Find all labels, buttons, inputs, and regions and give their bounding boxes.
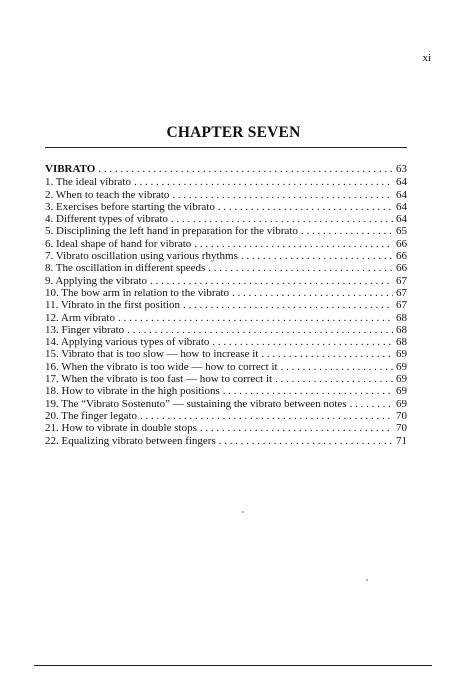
toc-leader-dots xyxy=(219,435,393,447)
toc-leader-dots xyxy=(172,189,393,201)
toc-entry-title: 2. When to teach the vibrato xyxy=(45,188,170,201)
toc-entry-title: 13. Finger vibrato xyxy=(45,323,125,336)
toc-leader-dots xyxy=(350,398,393,410)
toc-entry-title: 17. When the vibrato is too fast — how to correct it xyxy=(45,373,273,386)
toc-entry-page: 70 xyxy=(396,409,407,422)
toc-entry-page: 68 xyxy=(396,323,407,336)
toc-entry-title: 5. Disciplining the left hand in preparation for the vibrato xyxy=(45,225,298,238)
toc-leader-dots xyxy=(127,324,393,336)
toc-entry-title: 12. Arm vibrato xyxy=(45,311,115,324)
toc-entry-title: 4. Different types of vibrato xyxy=(45,213,168,226)
toc-entry-page: 67 xyxy=(396,286,407,299)
toc-entry[interactable] xyxy=(45,336,407,348)
chapter-title: CHAPTER SEVEN xyxy=(166,124,301,141)
toc-leader-dots xyxy=(208,262,393,274)
toc-leader-dots xyxy=(140,410,393,422)
toc-entry-page: 65 xyxy=(396,225,407,238)
toc-entry[interactable] xyxy=(45,385,407,397)
toc-entry-page: 69 xyxy=(396,348,407,361)
toc-entry[interactable] xyxy=(45,225,407,237)
toc-entry[interactable] xyxy=(45,422,407,434)
toc-entry[interactable] xyxy=(45,299,407,311)
toc-section-title: VIBRATO xyxy=(45,163,96,175)
toc-entry[interactable] xyxy=(45,435,407,447)
toc-entry[interactable] xyxy=(45,176,407,188)
toc-entry-title: 21. How to vibrate in double stops xyxy=(45,422,197,435)
page-number: xi xyxy=(422,52,431,64)
toc-leader-dots xyxy=(118,312,393,324)
toc-entry[interactable] xyxy=(45,348,407,360)
toc-entry-page: 67 xyxy=(396,274,407,287)
toc-entry-title: 9. Applying the vibrato xyxy=(45,274,148,287)
toc-entry-title: 3. Exercises before starting the vibrato xyxy=(45,200,215,213)
scan-speck xyxy=(366,579,368,581)
toc-leader-dots xyxy=(301,225,393,237)
toc-leader-dots xyxy=(200,422,393,434)
toc-entry-page: 66 xyxy=(396,262,407,275)
toc-leader-dots xyxy=(281,361,393,373)
toc-leader-dots xyxy=(212,336,393,348)
toc-entry-page: 70 xyxy=(396,422,407,435)
toc-entry-page: 66 xyxy=(396,250,407,263)
toc-entry-page: 68 xyxy=(396,336,407,349)
toc-leader-dots xyxy=(183,299,393,311)
title-rule xyxy=(45,147,407,148)
table-of-contents xyxy=(45,163,407,447)
toc-leader-dots xyxy=(275,373,393,385)
toc-leader-dots xyxy=(171,213,393,225)
toc-entry-title: 16. When the vibrato is too wide — how to correct it xyxy=(45,360,278,373)
toc-entry-page: 64 xyxy=(396,213,407,226)
toc-entry-title: 14. Applying various types of vibrato xyxy=(45,336,210,349)
toc-entry-title: 19. The “Vibrato Sostenuto” — sustaining the vibrato between notes xyxy=(45,397,347,410)
toc-entry[interactable] xyxy=(45,238,407,250)
scan-speck xyxy=(242,511,244,513)
toc-entry[interactable] xyxy=(45,201,407,213)
toc-entry-title: 20. The finger legato xyxy=(45,409,138,422)
toc-entry-title: 6. Ideal shape of hand for vibrato xyxy=(45,237,192,250)
toc-leader-dots xyxy=(194,238,393,250)
bottom-rule xyxy=(34,665,432,666)
toc-leader-dots xyxy=(223,385,393,397)
toc-section-vibrato[interactable] xyxy=(45,163,407,175)
toc-entry-page: 69 xyxy=(396,373,407,386)
toc-entry-title: 22. Equalizing vibrato between fingers xyxy=(45,434,216,447)
toc-entry-title: 10. The bow arm in relation to the vibrato xyxy=(45,286,230,299)
toc-entry-title: 18. How to vibrate in the high positions xyxy=(45,385,220,398)
toc-entry-page: 64 xyxy=(396,176,407,189)
toc-entry-title: 11. Vibrato in the first position xyxy=(45,299,180,312)
toc-entry[interactable] xyxy=(45,275,407,287)
toc-entry[interactable] xyxy=(45,189,407,201)
toc-section-page: 63 xyxy=(396,163,407,175)
toc-entry[interactable] xyxy=(45,361,407,373)
toc-entry[interactable] xyxy=(45,373,407,385)
toc-entry-title: 7. Vibrato oscillation using various rhythms xyxy=(45,250,238,263)
toc-entry-title: 15. Vibrato that is too slow — how to increase it xyxy=(45,348,259,361)
toc-entry[interactable] xyxy=(45,262,407,274)
toc-leader-dots xyxy=(232,287,393,299)
toc-entry-title: 8. The oscillation in different speeds xyxy=(45,262,206,275)
toc-entry-page: 64 xyxy=(396,188,407,201)
toc-entry-title: 1. The ideal vibrato xyxy=(45,176,131,189)
toc-entry[interactable] xyxy=(45,213,407,225)
toc-entry-page: 68 xyxy=(396,311,407,324)
toc-leader-dots xyxy=(150,275,393,287)
toc-entry[interactable] xyxy=(45,324,407,336)
toc-leader-dots xyxy=(261,348,393,360)
toc-entry[interactable] xyxy=(45,312,407,324)
toc-leader-dots xyxy=(241,250,393,262)
toc-entry-page: 66 xyxy=(396,237,407,250)
toc-entry[interactable] xyxy=(45,398,407,410)
toc-entry-page: 64 xyxy=(396,200,407,213)
toc-leader-dots xyxy=(98,163,393,175)
toc-entry[interactable] xyxy=(45,287,407,299)
toc-entry-page: 67 xyxy=(396,299,407,312)
toc-leader-dots xyxy=(134,176,393,188)
toc-entry-page: 69 xyxy=(396,397,407,410)
toc-entry[interactable] xyxy=(45,410,407,422)
toc-entry-page: 69 xyxy=(396,385,407,398)
toc-entry-page: 69 xyxy=(396,360,407,373)
toc-entry-page: 71 xyxy=(396,434,407,447)
toc-entry[interactable] xyxy=(45,250,407,262)
toc-leader-dots xyxy=(218,201,393,213)
